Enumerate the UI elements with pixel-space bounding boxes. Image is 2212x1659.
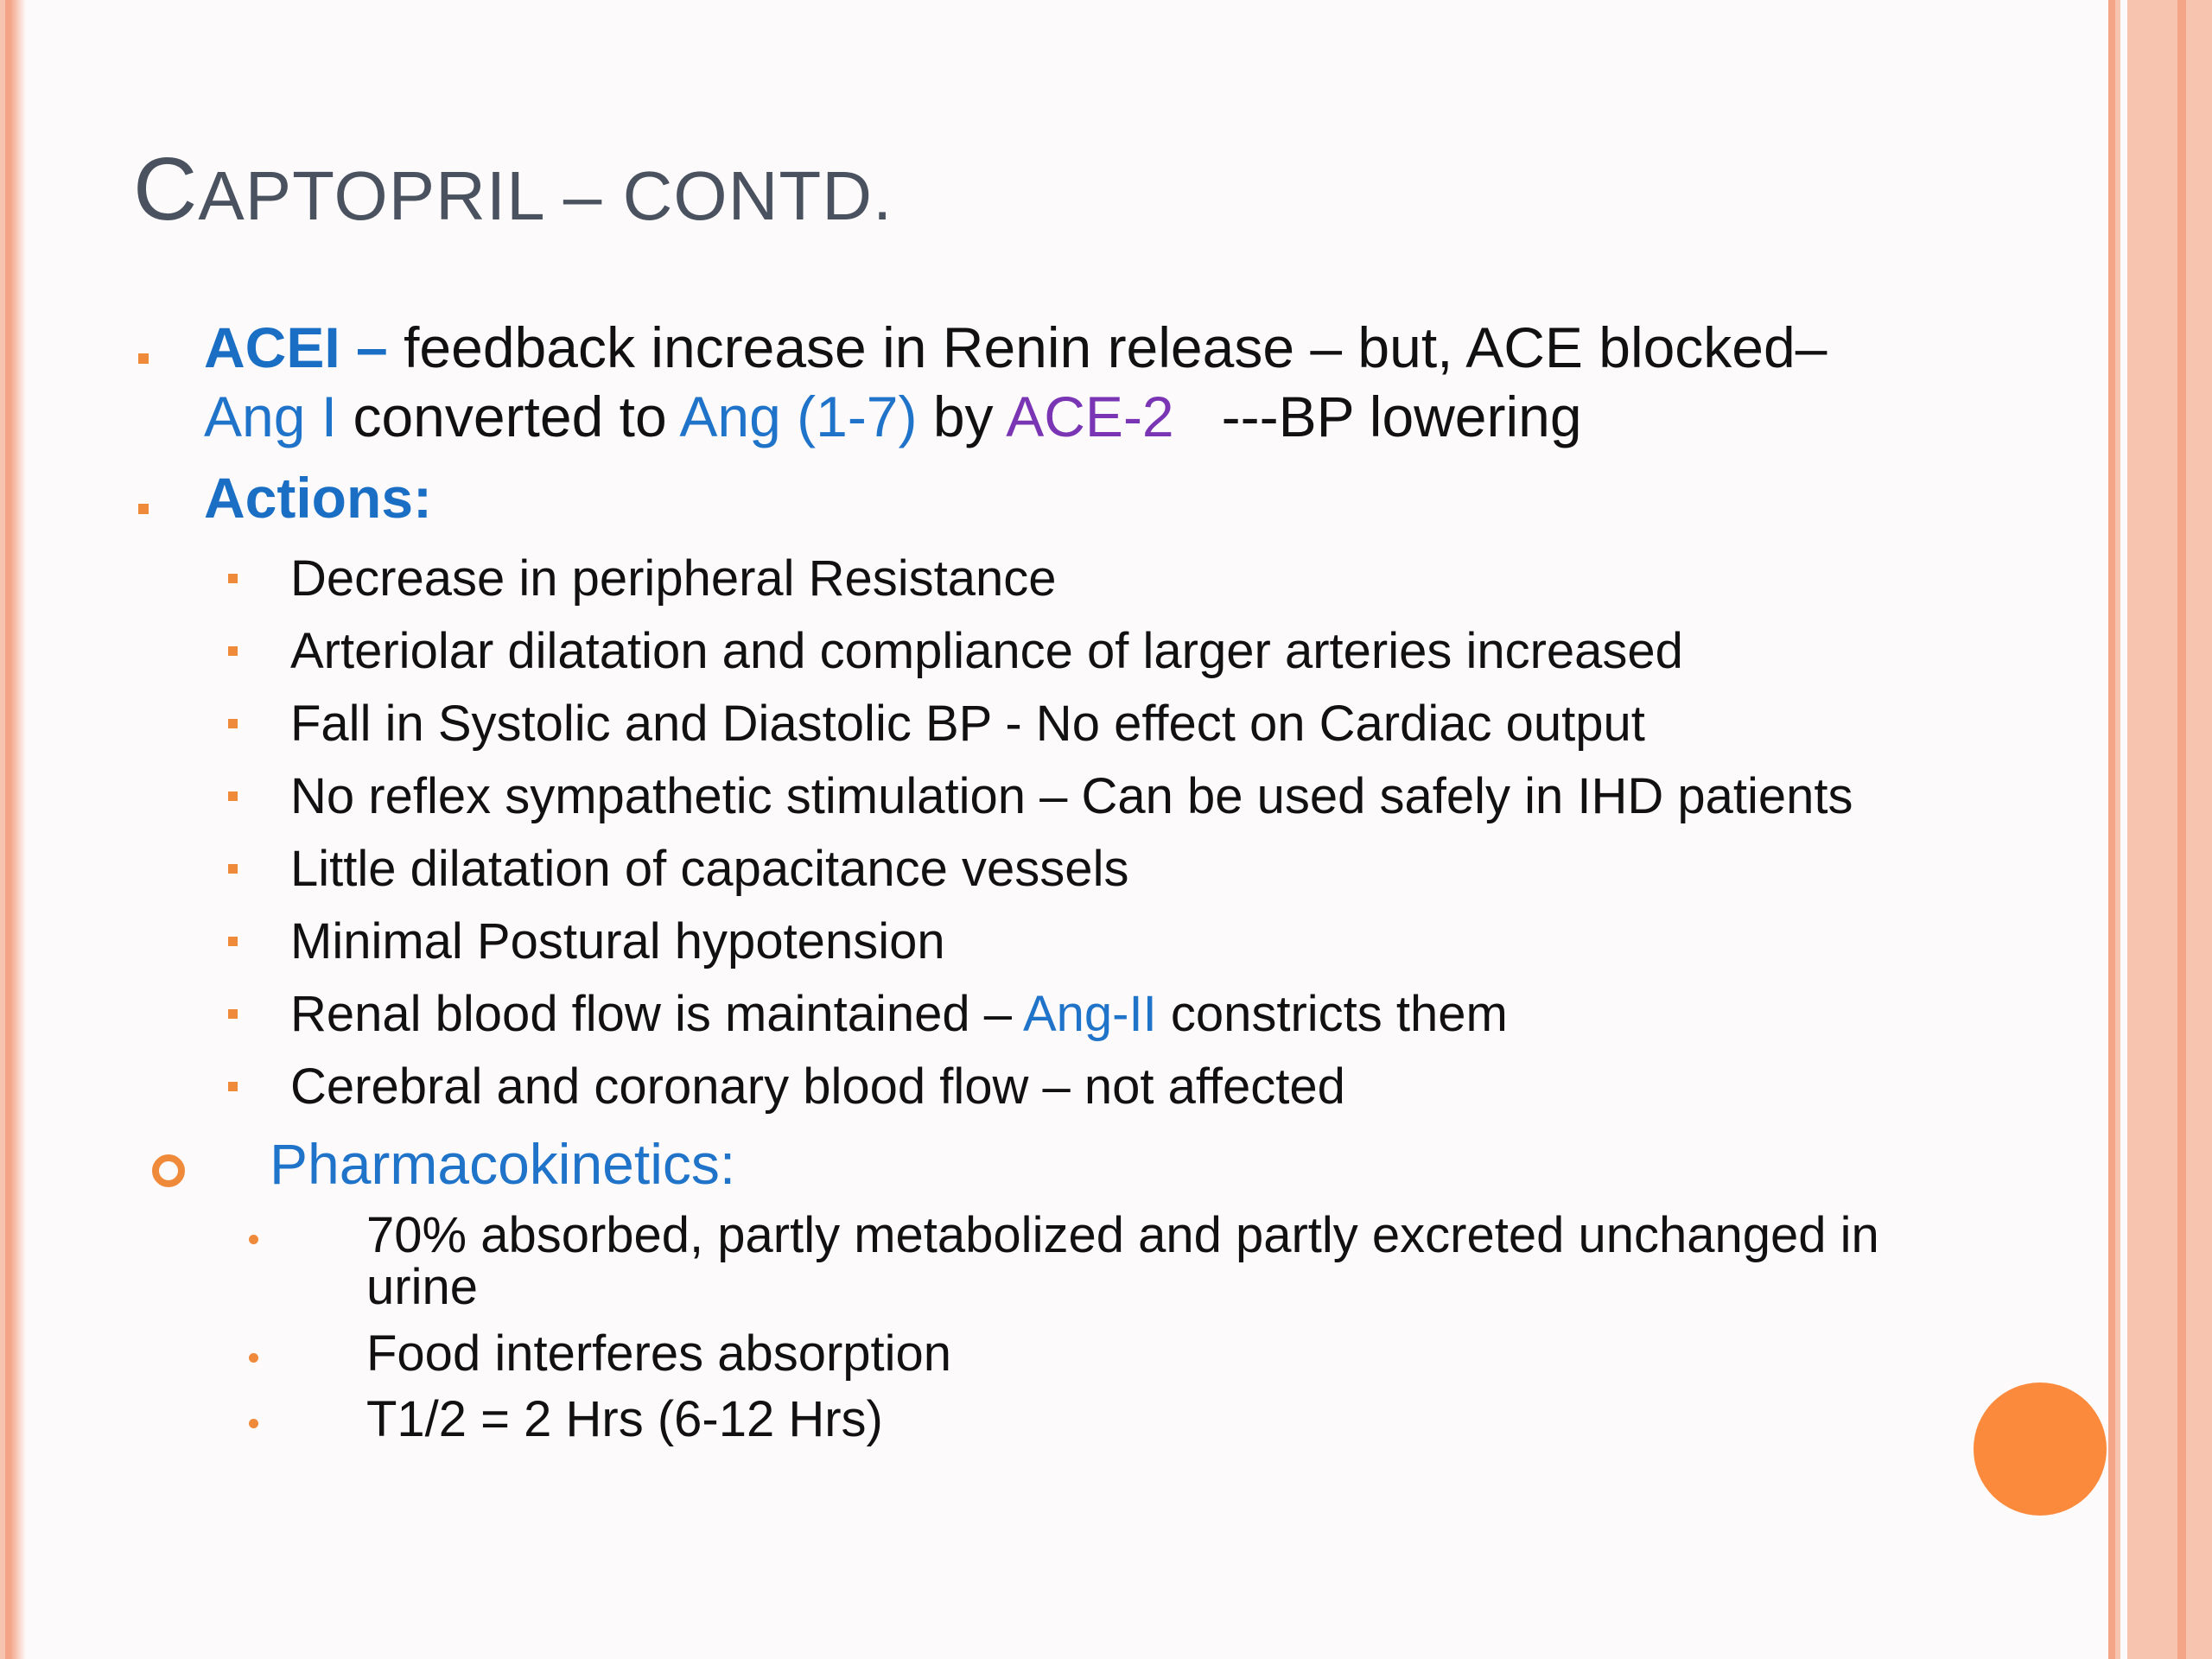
- bullet-acei-line1: [204, 315, 1827, 380]
- ang2-term: Ang-II: [1022, 986, 1157, 1042]
- left-border-decoration: [0, 0, 26, 1659]
- renal-text: Renal blood flow is maintained –: [290, 986, 1023, 1042]
- pk-item: T1/2 = 2 Hrs (6-12 Hrs): [366, 1391, 883, 1447]
- action-item: Arteriolar dilatation and compliance of larger arteries increased: [290, 623, 1683, 679]
- title-rest: APTOPRIL – CONTD.: [198, 157, 893, 234]
- bullet-square-icon: [228, 937, 238, 946]
- pk-item: Food interferes absorption: [366, 1325, 952, 1382]
- decorative-orange-circle: [1974, 1382, 2107, 1516]
- converted-text: converted to: [337, 385, 680, 448]
- title-initial: C: [133, 139, 199, 238]
- bullet-square-icon: [228, 719, 238, 728]
- action-item: Decrease in peripheral Resistance: [290, 550, 1057, 607]
- bullet-acei-line2: [204, 384, 1582, 449]
- right-border-decoration: [2101, 0, 2212, 1659]
- ace2-term: ACE-2: [1006, 385, 1174, 448]
- pharmacokinetics-heading: Pharmacokinetics:: [270, 1132, 736, 1196]
- action-item: Cerebral and coronary blood flow – not affected: [290, 1058, 1345, 1115]
- by-text: by: [917, 385, 1007, 448]
- slide-title: [133, 138, 893, 240]
- bp-lowering-text: ---BP lowering: [1173, 385, 1582, 448]
- constricts-text: constricts them: [1156, 986, 1508, 1042]
- pk-item-continued: urine: [366, 1259, 478, 1315]
- ang17-term: Ang (1-7): [679, 385, 918, 448]
- pk-item: 70% absorbed, partly metabolized and partly excreted unchanged in: [366, 1207, 1879, 1263]
- bullet-dot-icon: [249, 1419, 258, 1428]
- ring-bullet-icon: [152, 1154, 185, 1187]
- bullet-square-icon: [228, 574, 238, 583]
- action-item: Little dilatation of capacitance vessels: [290, 841, 1129, 897]
- actions-heading: Actions:: [204, 466, 432, 530]
- acei-text: feedback increase in Renin release – but, ACE blocked–: [387, 315, 1827, 379]
- bullet-square-icon: [228, 646, 238, 656]
- bullet-square-icon: [138, 504, 149, 514]
- bullet-dot-icon: [249, 1235, 258, 1244]
- action-item: Minimal Postural hypotension: [290, 913, 945, 969]
- bullet-square-icon: [228, 864, 238, 874]
- acei-label: ACEI –: [204, 315, 388, 379]
- bullet-square-icon: [228, 1082, 238, 1091]
- action-item: Fall in Systolic and Diastolic BP - No effect on Cardiac output: [290, 696, 1645, 752]
- action-item-renal: [290, 985, 1508, 1043]
- bullet-dot-icon: [249, 1353, 258, 1363]
- bullet-square-icon: [228, 791, 238, 801]
- action-item: No reflex sympathetic stimulation – Can be used safely in IHD patients: [290, 768, 1853, 824]
- bullet-square-icon: [138, 353, 149, 364]
- bullet-square-icon: [228, 1009, 238, 1019]
- ang1-term: Ang I: [204, 385, 338, 448]
